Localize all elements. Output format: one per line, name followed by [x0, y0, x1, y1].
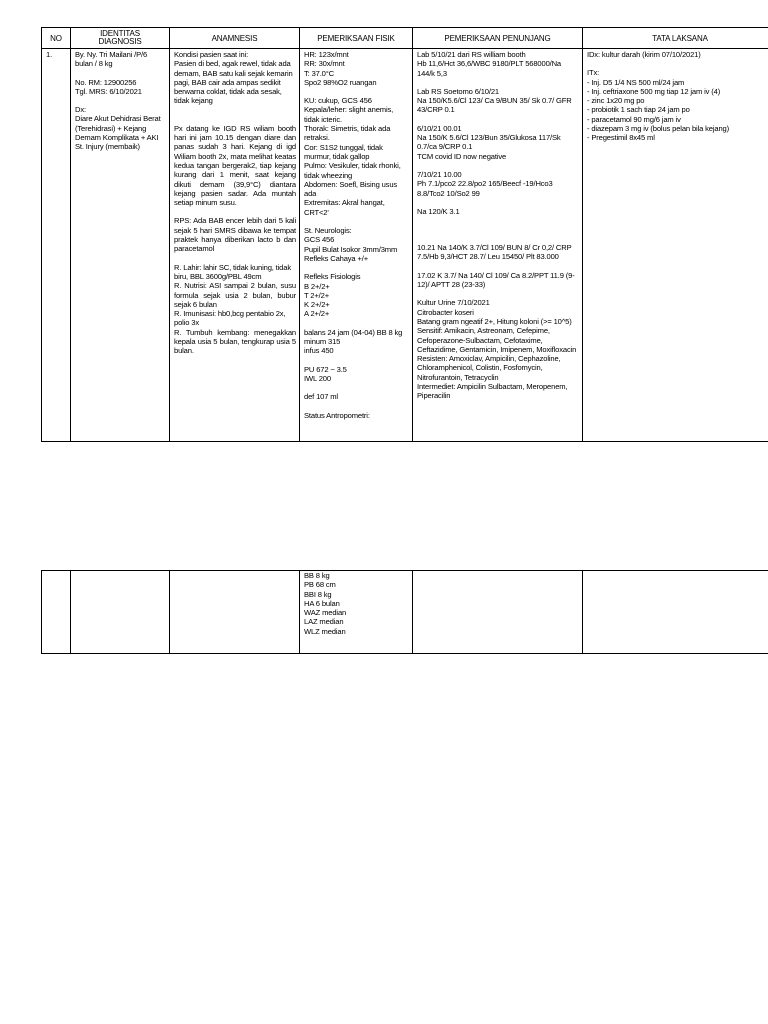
- lab4-title: 7/10/21 10.00: [417, 169, 462, 179]
- therapy-label: ITx:: [587, 68, 600, 78]
- development-history: R. Tumbuh kembang: menegakkan kepala usia 5 bulan, tengkurap usia 5 bulan.: [174, 327, 296, 356]
- vital-spo2: Spo2 98%O2 ruangan: [304, 77, 377, 87]
- physio-reflex-t: T 2+/2+: [304, 290, 329, 300]
- neuro-light-reflex: Refleks Cahaya +/+: [304, 253, 368, 263]
- urine-output: PU 672 ~ 3.5: [304, 364, 347, 374]
- birth-history: R. Lahir: lahir SC, tidak kuning, tidak biru, BBL 3600g/PBL 49cm: [174, 262, 291, 281]
- therapy-item: - Inj. ceftriaxone 500 mg tiap 12 jam iv (4): [587, 86, 721, 96]
- therapy-item: - probiotik 1 sach tiap 24 jam po: [587, 105, 690, 115]
- physio-reflex-label: Refleks Fisiologis: [304, 272, 361, 282]
- therapy-item: - zinc 1x20 mg po: [587, 96, 645, 106]
- insensible-water-loss: IWL 200: [304, 373, 331, 383]
- header-anamnesis: ANAMNESIS: [170, 28, 300, 49]
- cell-anamnesis: [170, 571, 300, 654]
- anthro-pb: PB 68 cm: [304, 580, 336, 590]
- clinical-table-continued: [41, 570, 768, 654]
- physio-reflex-a: A 2+/2+: [304, 309, 330, 319]
- anthro-waz: WAZ median: [304, 608, 347, 618]
- lab6-values: 10.21 Na 140/K 3.7/Cl 109/ BUN 8/ Cr 0,2/ CRP 7.5/Hb 9,3/HCT 28.7/ Leu 15450/ Plt 83.000: [417, 243, 572, 262]
- thorax-exam: Thorak: Simetris, tidak ada retraksi.: [304, 124, 391, 143]
- diagnostic-plan: IDx: kultur darah (kirim 07/10/2021): [587, 50, 701, 59]
- cell-tatalaksana: [583, 49, 768, 442]
- therapy-item: - diazepam 3 mg iv (bolus pelan bila kejang): [587, 124, 729, 134]
- cell-identitas: [71, 49, 170, 442]
- header-penunjang: PEMERIKSAAN PENUNJANG: [413, 28, 583, 49]
- neuro-gcs: GCS 456: [304, 235, 335, 245]
- kondisi-label: Kondisi pasien saat ini:: [174, 50, 249, 59]
- lab2-title: Lab RS Soetomo 6/10/21: [417, 86, 499, 96]
- urine-culture-title: Kultur Urine 7/10/2021: [417, 298, 490, 308]
- urine-culture-sensitive: Sensitif: Amikacin, Astreonam, Cefepime, Cefoperazone-Sulbactam, Cefotaxime, Ceftazidime, Gentamicin, Imipenem, Moxifloxacin: [417, 326, 577, 354]
- cell-fisik: [300, 571, 413, 654]
- lab1-values: Hb 11,6/Hct 36,6/WBC 9180/PLT 568000/Na 144/k 5,3: [417, 59, 562, 78]
- neuro-label: St. Neurologis:: [304, 226, 352, 236]
- header-tatalaksana: TATA LAKSANA: [583, 28, 768, 49]
- presentation-text: Px datang ke IGD RS wiliam booth hari ini jam 10.15 dengan diare dan panas sudah 3 hari. Kejang di igd Wiliam booth 2x, mata melihat keatas kedua tangan bergerak2, tiap kejang kurang dari 1 menit, saat kejang dikuti demam (39,9°C) diantara kejang pasien sadar. Ada muntah setiap minum susu.: [174, 123, 296, 208]
- extremities-exam: Extremitas: Akral hangat, CRT<2': [304, 198, 385, 217]
- therapy-item: - paracetamol 90 mg/6 jam iv: [587, 114, 681, 124]
- immunization-history: R. Imunisasi: hb0,bcg pentabio 2x, polio 3x: [174, 309, 286, 328]
- cell-penunjang: [413, 49, 583, 442]
- cell-tatalaksana: [583, 571, 768, 654]
- cell-identitas: [71, 571, 170, 654]
- medical-record-number: No. RM: 12900256: [75, 77, 137, 87]
- anthro-wlz: WLZ median: [304, 626, 346, 636]
- clinical-table: [41, 27, 768, 442]
- lab4-values: Ph 7.1/pco2 22.8/po2 165/Beecf -19/Hco3 8.8/Tco2 10/So2 99: [417, 179, 553, 198]
- nutrition-history: R. Nutrisi: ASI sampai 2 bulan, susu formula sejak usia 2 bulan, bubur sejak 6 bulan: [174, 281, 296, 309]
- neuro-pupil: Pupil Bulat Isokor 3mm/3mm: [304, 244, 398, 254]
- anthro-bbi: BBI 8 kg: [304, 589, 332, 599]
- lab3-values: Na 150/K 5.6/Cl 123/Bun 35/Glukosa 117/Sk 0.7/ca 9/CRP 0.1: [417, 133, 561, 152]
- lab3-title: 6/10/21 00.01: [417, 123, 462, 133]
- physio-reflex-k: K 2+/2+: [304, 300, 330, 310]
- header-no: NO: [42, 28, 71, 49]
- lab3-tcm: TCM covid ID now negative: [417, 151, 507, 161]
- rps-text: RPS: Ada BAB encer lebih dari 5 kali sejak 5 hari SMRS dibawa ke tempat praktek hanya diberikan lacto b dan paracetamol: [174, 216, 296, 254]
- cell-fisik: [300, 49, 413, 442]
- urine-culture-intermediate: Intermediet: Ampicilin Sulbactam, Meropenem, Piperacilin: [417, 382, 568, 401]
- lab2-values: Na 150/K5.6/Cl 123/ Ca 9/BUN 35/ Sk 0.7/ GFR 43/CRP 0.1: [417, 96, 572, 115]
- urine-culture-organism: Citrobacter koseri: [417, 307, 474, 317]
- lab7-values: 17.02 K 3.7/ Na 140/ Cl 109/ Ca 8.2/PPT 11.9 (9-12)/ APTT 28 (23-33): [417, 270, 575, 290]
- general-condition: KU: cukup, GCS 456: [304, 96, 372, 106]
- fluid-infusion: infus 450: [304, 346, 334, 356]
- diagnosis-text: Diare Akut Dehidrasi Berat (Terehidrasi) + Kejang Demam Komplikata + AKI St. Injury (membaik): [75, 114, 161, 152]
- diagnosis-label: Dx:: [75, 105, 86, 115]
- anthro-bb: BB 8 kg: [304, 571, 330, 580]
- table-row: [42, 571, 768, 654]
- urine-culture-resistant: Resisten: Amoxiclav, Ampicilin, Cephazoline, Chloramphenicol, Colistin, Fosfomycin, Nitrofurantoin, Tetracyclin: [417, 354, 561, 382]
- lab1-title: Lab 5/10/21 dari RS william booth: [417, 50, 526, 59]
- header-fisik: PEMERIKSAAN FISIK: [300, 28, 413, 49]
- urine-culture-count: Batang gram ngeatif 2+, Hitung koloni (>= 10^5): [417, 316, 572, 326]
- head-neck-exam: Kepala/leher: slight anemis, tidak icteric.: [304, 105, 394, 124]
- therapy-item: - Inj. D5 1/4 NS 500 ml/24 jam: [587, 77, 685, 87]
- kondisi-text: Pasien di bed, agak rewel, tidak ada demam, BAB satu kali sejak kemarin pagi, BAB cair ada ampas sedikit berwarna coklat, tidak ada sesak, tidak kejang: [174, 59, 293, 106]
- header-identitas: IDENTITAS DIAGNOSIS: [71, 28, 170, 49]
- row-number: 1.: [46, 50, 53, 59]
- pulmo-exam: Pulmo: Vesikuler, tidak rhonki, tidak wheezing: [304, 161, 401, 180]
- physio-reflex-b: B 2+/2+: [304, 281, 330, 291]
- cor-exam: Cor: S1S2 tunggal, tidak murmur, tidak gallop: [304, 142, 383, 161]
- cell-anamnesis: [170, 49, 300, 442]
- therapy-item: - Pregestimil 8x45 ml: [587, 133, 655, 143]
- abdomen-exam: Abdomen: Soefl, Bising usus ada: [304, 179, 398, 199]
- header-row: [42, 28, 768, 49]
- anthropometry-label: Status Antropometri:: [304, 410, 370, 420]
- patient-name: By. Ny. Tri Mailani /P/6 bulan / 8 kg: [75, 50, 148, 69]
- cell-no: [42, 49, 71, 442]
- vital-hr: HR: 123x/mnt: [304, 50, 349, 59]
- anthro-laz: LAZ median: [304, 617, 344, 627]
- vital-rr: RR: 30x/mnt: [304, 59, 345, 69]
- admission-date: Tgl. MRS: 6/10/2021: [75, 86, 142, 96]
- cell-no: [42, 571, 71, 654]
- vital-temp: T: 37.0°C: [304, 68, 334, 78]
- lab5-values: Na 120/K 3.1: [417, 206, 460, 216]
- cell-penunjang: [413, 571, 583, 654]
- fluid-balance: balans 24 jam (04-04) BB 8 kg minum 315: [304, 327, 403, 347]
- table-row: [42, 49, 768, 442]
- fluid-deficit: def 107 ml: [304, 392, 338, 402]
- anthro-ha: HA 6 bulan: [304, 598, 340, 608]
